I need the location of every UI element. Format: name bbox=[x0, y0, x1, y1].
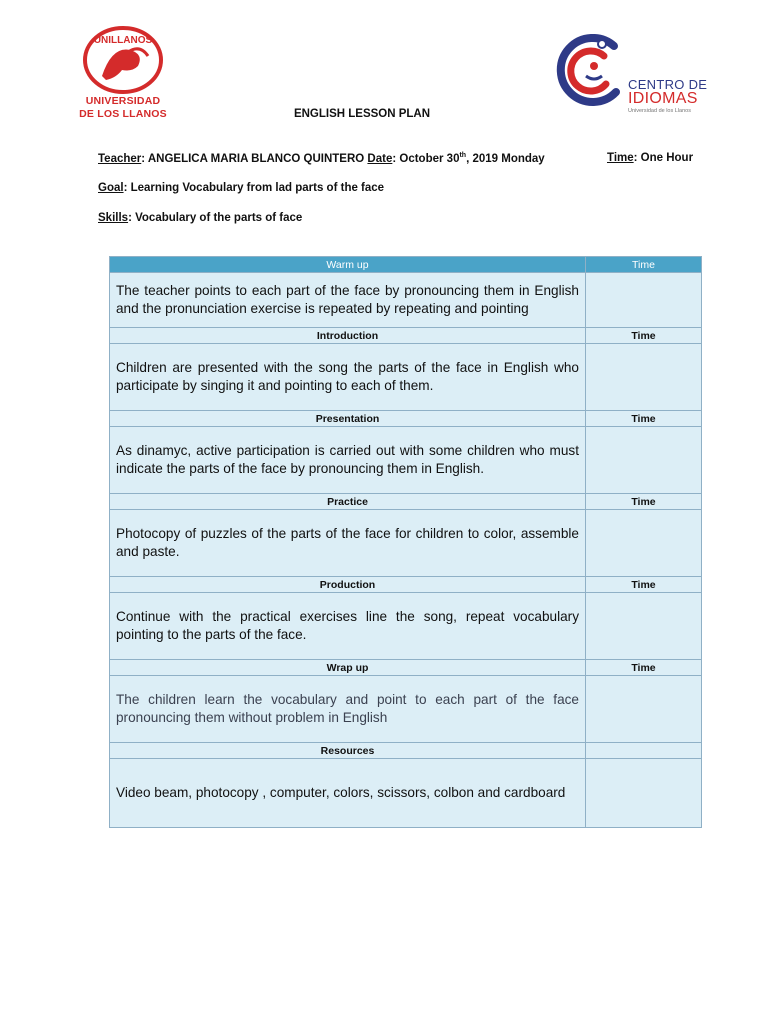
section-header-practice bbox=[110, 494, 702, 510]
section-body-production bbox=[110, 593, 702, 660]
date-value-post: , 2019 Monday bbox=[466, 152, 545, 165]
goal-line bbox=[98, 182, 384, 194]
time-header: Time bbox=[586, 257, 702, 273]
logo-right-line2: IDIOMAS bbox=[628, 90, 698, 107]
section-body-introduction bbox=[110, 344, 702, 411]
time-value: : One Hour bbox=[633, 152, 694, 164]
section-body-presentation bbox=[110, 427, 702, 494]
time-header: Time bbox=[586, 411, 702, 427]
section-header-warm-up bbox=[110, 257, 702, 273]
logo-left-line1: UNIVERSIDAD bbox=[85, 95, 161, 107]
logo-right-tagline: Universidad de los Llanos bbox=[628, 108, 691, 114]
skills-value: : Vocabulary of the parts of face bbox=[128, 212, 303, 224]
goal-label: Goal bbox=[98, 182, 124, 194]
date-label: Date bbox=[367, 152, 393, 165]
time-header-empty bbox=[586, 743, 702, 759]
section-text: The teacher points to each part of the face by pronouncing them in English and the pronunciation exercise is repeated by repeating and pointing bbox=[110, 273, 586, 328]
time-cell bbox=[586, 273, 702, 328]
section-header-wrap-up bbox=[110, 660, 702, 676]
time-cell bbox=[586, 593, 702, 660]
unillanos-logo bbox=[76, 26, 166, 118]
time-cell bbox=[586, 510, 702, 577]
goal-value: : Learning Vocabulary from lad parts of the face bbox=[123, 182, 385, 194]
time-header: Time bbox=[586, 494, 702, 510]
unillanos-emblem-icon bbox=[82, 26, 164, 94]
date-value-pre: : October 30 bbox=[392, 152, 460, 165]
section-text: Continue with the practical exercises line the song, repeat vocabulary pointing to the parts of the face. bbox=[110, 593, 586, 660]
time-header: Time bbox=[586, 577, 702, 593]
section-body-wrap-up bbox=[110, 676, 702, 743]
section-header-presentation bbox=[110, 411, 702, 427]
time-label: Time bbox=[607, 152, 634, 164]
time-cell bbox=[586, 676, 702, 743]
section-heading: Production bbox=[110, 577, 586, 593]
section-heading: Wrap up bbox=[110, 660, 586, 676]
section-text: Video beam, photocopy , computer, colors, scissors, colbon and cardboard bbox=[110, 759, 586, 828]
section-header-resources bbox=[110, 743, 702, 759]
section-heading: Practice bbox=[110, 494, 586, 510]
skills-label: Skills bbox=[98, 212, 129, 224]
section-header-introduction bbox=[110, 328, 702, 344]
logo-arc-text: UNILLANOS bbox=[93, 35, 153, 46]
time-header: Time bbox=[586, 328, 702, 344]
document-title: ENGLISH LESSON PLAN bbox=[293, 108, 431, 120]
centro-idiomas-emblem-icon bbox=[556, 34, 628, 106]
section-body-resources bbox=[110, 759, 702, 828]
lesson-plan-table bbox=[109, 256, 702, 828]
time-cell bbox=[586, 344, 702, 411]
time-cell bbox=[586, 427, 702, 494]
section-text: The children learn the vocabulary and point to each part of the face pronouncing them without problem in English bbox=[110, 676, 586, 743]
logo-left-line2: DE LOS LLANOS bbox=[79, 108, 167, 120]
section-text: As dinamyc, active participation is carried out with some children who must indicate the parts of the face by pronouncing them in English. bbox=[110, 427, 586, 494]
section-heading: Resources bbox=[110, 743, 586, 759]
section-body-warm-up bbox=[110, 273, 702, 328]
teacher-value: : ANGELICA MARIA BLANCO QUINTERO bbox=[141, 152, 368, 165]
section-heading: Presentation bbox=[110, 411, 586, 427]
section-text: Children are presented with the song the parts of the face in English who participate by singing it and pointing to each of them. bbox=[110, 344, 586, 411]
teacher-label: Teacher bbox=[98, 152, 142, 165]
section-header-production bbox=[110, 577, 702, 593]
section-heading: Warm up bbox=[110, 257, 586, 273]
logo-right-line1: CENTRO DE bbox=[628, 77, 708, 92]
teacher-date-line bbox=[98, 152, 545, 165]
time-cell bbox=[586, 759, 702, 828]
section-body-practice bbox=[110, 510, 702, 577]
date-superscript: th bbox=[459, 152, 467, 159]
skills-line bbox=[98, 212, 302, 224]
time-line bbox=[607, 152, 693, 164]
section-heading: Introduction bbox=[110, 328, 586, 344]
section-text: Photocopy of puzzles of the parts of the face for children to color, assemble and paste. bbox=[110, 510, 586, 577]
time-header: Time bbox=[586, 660, 702, 676]
